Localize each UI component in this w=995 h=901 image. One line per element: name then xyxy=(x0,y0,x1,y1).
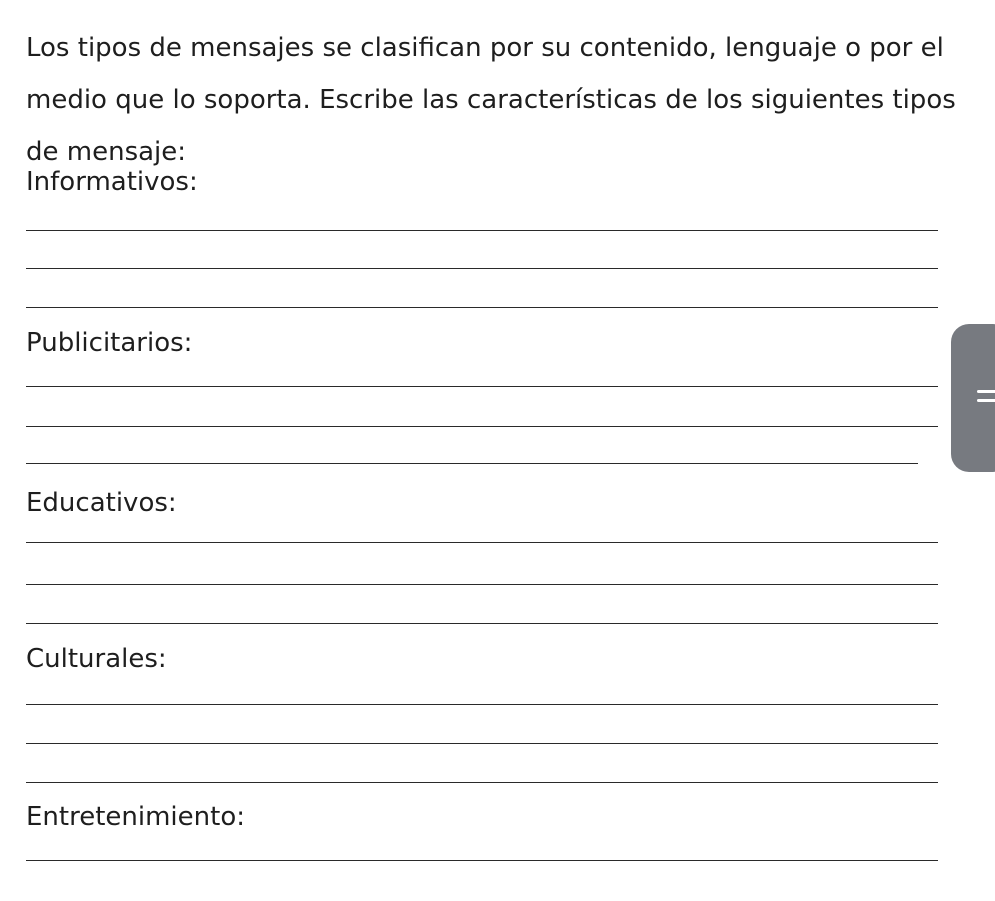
section-label-informativos: Informativos: xyxy=(26,167,198,197)
answer-line[interactable] xyxy=(26,386,938,387)
answer-line[interactable] xyxy=(26,584,938,585)
drag-handle-icon xyxy=(977,390,995,404)
answer-line[interactable] xyxy=(26,704,938,705)
section-label-culturales: Culturales: xyxy=(26,644,167,674)
section-label-educativos: Educativos: xyxy=(26,488,177,518)
answer-line[interactable] xyxy=(26,463,918,464)
answer-line[interactable] xyxy=(26,743,938,744)
scroll-handle[interactable] xyxy=(951,324,995,472)
answer-line[interactable] xyxy=(26,623,938,624)
answer-line[interactable] xyxy=(26,426,938,427)
answer-line[interactable] xyxy=(26,860,938,861)
section-label-entretenimiento: Entretenimiento: xyxy=(26,802,245,832)
answer-line[interactable] xyxy=(26,307,938,308)
answer-line[interactable] xyxy=(26,268,938,269)
answer-line[interactable] xyxy=(26,542,938,543)
section-label-publicitarios: Publicitarios: xyxy=(26,328,193,358)
instructions-text: Los tipos de mensajes se clasifican por su contenido, lenguaje o por el medio que lo soporta. Escribe las características de los siguientes tipos de mensaje: xyxy=(26,33,956,167)
answer-line[interactable] xyxy=(26,782,938,783)
answer-line[interactable] xyxy=(26,230,938,231)
